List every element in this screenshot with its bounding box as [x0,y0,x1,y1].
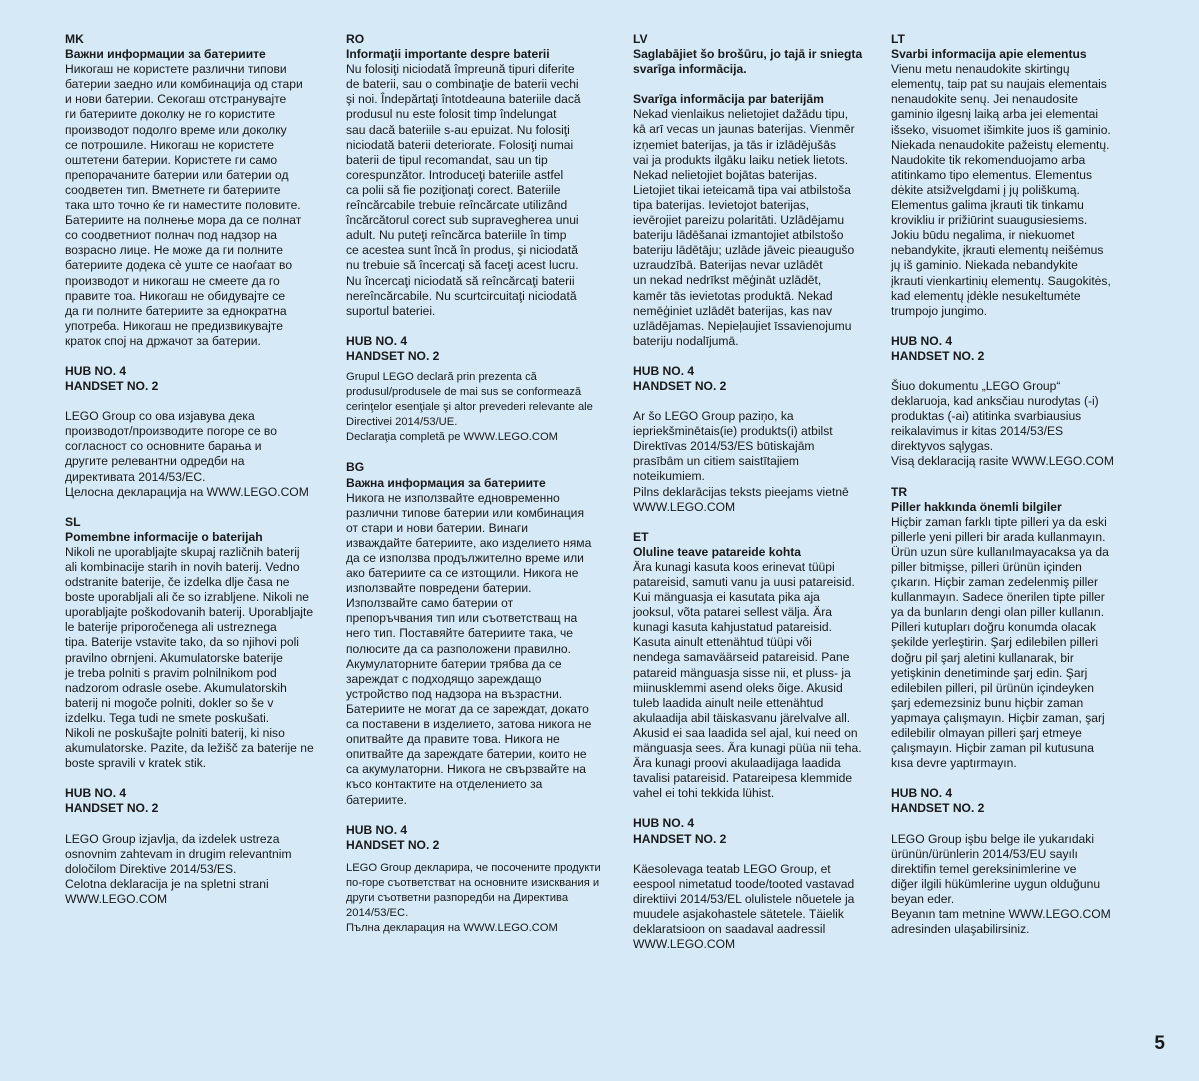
battery-heading-lv: Svarīga informācija par baterijām [633,92,824,107]
section-lv [633,32,883,349]
hub-label-lt: HUB NO. 4 [891,333,953,348]
column-4 [891,32,1141,952]
battery-text-et: Ära kunagi kasuta koos erinevat tüüpi patareisid, samuti vanu ja uusi patareisid. Kui mänguasja ei kasutata pika aja jooksul, võta patarei sellest välja. Ära kunagi kasuta kahjustatud patareisid. Kasuta ainult ettenähtud tüüpi või nendega samaväärseid patareisid. Pane patareid mänguasja sisse nii, et pluss- ja miinusklemmi asend oleks õige. Akusid tuleb laadida ainult neile ettenähtud akulaadija abil täiskasvanu järelvalve all. Akusid ei saa laadida sel ajal, kui need on mänguasja sees. Ära kunagi püüa nii teha. Ära kunagi proovi akulaadijaga laadida tavalisi patareisid. Patareipesa klemmide vahel ei tohi tekkida lühist. [633,559,862,801]
handset-label-et: HANDSET NO. 2 [633,831,727,846]
section-et [633,530,883,802]
section-lt [891,32,1141,319]
battery-text-ro: Nu folosiţi niciodată împreună tipuri diferite de baterii, sau o combinaţie de baterii vechi şi noi. Îndepărtaţi întotdeauna bateriile dacă produsul nu este folosit timp îndelungat sau dacă bateriile s-au epuizat. Nu folosiţi niciodată baterii deteriorate. Folosiţi numai baterii de tipul recomandat, sau un tip corespunzător. Introduceţi bateriile astfel ca polii să fie poziţionaţi corect. Bateriile reîncărcabile trebuie reîncărcate utilizând încărcătorul corect sub supravegherea unui adult. Nu puteţi reîncărca bateriile în timp ce acestea sunt încă în produs, şi niciodată nu trebuie să încercaţi să faceţi acest lucru. Nu încercaţi niciodată să reîncărcaţi baterii nereîncărcabile. Nu scurtcircuitaţi niciodată suportul bateriei. [346,62,581,318]
declaration-ro [346,334,611,446]
declaration-text-mk: LEGO Group со ова изјавува дека производот/производите погоре се во согласност со основните барања и другите релевантни одредби на директивата 2014/53/EC. Целосна декларација на WWW.LEGO.COM [65,409,309,499]
battery-heading-ro: Informaţii importante despre baterii [346,47,550,62]
declaration-tr [891,786,1141,937]
battery-heading-tr: Piller hakkında önemli bilgiler [891,499,1062,514]
declaration-text-lv: Ar šo LEGO Group paziņo, ka iepriekšminētais(ie) produkts(i) atbilst Direktīvas 2014/53/ES būtiskajām prasībām un citiem saistītajiem noteikumiem. Pilns deklarācijas teksts pieejams vietnē WWW.LEGO.COM [633,409,849,514]
column-1 [65,32,330,922]
language-code-bg: BG [346,460,365,475]
battery-heading-mk: Важни информации за батериите [65,47,266,62]
hub-label-mk: HUB NO. 4 [65,363,127,378]
declaration-et [633,816,883,952]
declaration-text-et: Käesolevaga teatab LEGO Group, et eespool nimetatud toode/tooted vastavad direktiivi 2014/53/EL olulistele nõuetele ja muudele asjakohastele sätetele. Täielik deklaratsioon on saadaval aadressil WWW.LEGO.COM [633,861,855,952]
handset-label-sl: HANDSET NO. 2 [65,801,159,816]
battery-text-lv: Nekad vienlaikus nelietojiet dažādu tipu, kā arī vecas un jaunas baterijas. Vienmēr izņemiet baterijas, ja tās ir izlādējušās vai ja produkts ilgāku laiku netiek lietots. Nekad nelietojiet bojātas baterijas. Lietojiet tikai ieteicamā tipa vai atbilstoša tipa baterijas. Ievietojot baterijas, ievērojiet pareizu polaritāti. Uzlādējamu bateriju lādēšanai izmantojiet atbilstošo bateriju lādētāju; uzlāde jāveic pieaugušo uzraudzībā. Baterijas nevar uzlādēt un nekad nedrīkst mēģināt uzlādēt, kamēr tās ievietotas produktā. Nekad nemēģiniet uzlādēt baterijas, kas nav uzlādējamas. Nepieļaujiet īssavienojumu bateriju nodalījumā. [633,107,855,348]
intro-text-lv: Saglabājiet šo brošūru, jo tajā ir sniegta svarīga informācija. [633,47,863,77]
language-code-et: ET [633,529,649,544]
battery-text-lt: Vienu metu nenaudokite skirtingų elementų, taip pat su naujais elementais nenaudokite senų. Jei nenaudosite gaminio ilgesnį laiką arba jei elementai išseko, visuomet išimkite juos iš gaminio. Niekada nenaudokite pažeistų elementų. Naudokite tik rekomenduojamo arba atitinkamo tipo elementus. Elementus dėkite atsižvelgdami į jų poliškumą. Elementus galima įkrauti tik tinkamu krovikliu ir prižiūrint suaugusiesiems. Jokiu būdu negalima, ir niekuomet nebandykite, įkrauti elementų neišėmus jų iš gaminio. Niekada nebandykite įkrauti vienkartinių elementų. Saugokitės, kad elementų įdėkle nesukeltumėte trumpojo jungimo. [891,62,1111,318]
handset-label-lv: HANDSET NO. 2 [633,378,727,393]
hub-label-bg: HUB NO. 4 [346,822,408,837]
declaration-mk [65,364,330,500]
declaration-lv [633,364,883,515]
battery-text-bg: Никога не използвайте едновременно различни типове батерии или комбинация от стари и нови батерии. Винаги изваждайте батериите, ако изделието няма да се използва продължително време или ако батериите са се изтощили. Никога не използвайте повредени батерии. Използвайте само батерии от препоръчвания тип или съответстващ на него тип. Поставяйте батериите така, че полюсите да са разположени правилно. Акумулаторните батерии трябва да се зареждат с подходящо зареждащо устройство под надзора на възрастни. Батериите не могат да се зареждат, докато са поставени в изделието, затова никога не опитвайте да правите това. Никога не опитвайте да зареждате батерии, които не са акумулаторни. Никога не свързвайте на късо контактите на отделението за батериите. [346,490,592,807]
hub-label-tr: HUB NO. 4 [891,786,953,801]
battery-heading-et: Oluline teave patareide kohta [633,544,802,559]
handset-label-ro: HANDSET NO. 2 [346,348,440,363]
declaration-text-sl: LEGO Group izjavlja, da izdelek ustreza osnovnim zahtevam in drugim relevantnim določilom Direktive 2014/53/ES. Celotna deklaracija je na spletni strani WWW.LEGO.COM [65,831,292,906]
page-number: 5 [1154,1033,1165,1054]
language-code-sl: SL [65,514,81,529]
language-code-tr: TR [891,484,908,499]
declaration-text-lt: Šiuo dokumentu „LEGO Group“ deklaruoja, kad anksčiau nurodytas (-i) produktas (-ai) atitinka svarbiausius reikalavimus ir kitas 2014/53/ES direktyvos sąlygas. Visą deklaraciją rasite WWW.LEGO.COM [891,378,1114,469]
declaration-bg [346,823,611,937]
hub-label-ro: HUB NO. 4 [346,333,408,348]
column-3 [633,32,883,967]
language-code-lv: LV [633,32,648,46]
battery-heading-bg: Важна информация за батериите [346,475,546,490]
battery-text-tr: Hiçbir zaman farklı tipte pilleri ya da eski pillerle yeni pilleri bir arada kullanmayın. Ürün uzun süre kullanılmayacaksa ya da piller bitmişse, pilleri ürünün içinden çıkarın. Hiçbir zaman zedelenmiş piller kullanmayın. Sadece önerilen tipte piller ya da bunların dengi olan piller kullanın. Pilleri kutupları doğru konumda olacak şekilde yerleştirin. Şarj edilebilen pilleri doğru pil şarj aletini kullanarak, bir yetişkinin denetiminde şarj edin. Şarj edilebilen pilleri, pil ürünün içindeyken şarj edemezsiniz bunu hiçbir zaman yapmaya çalışmayın. Hiçbir zaman, şarj edilebilir olmayan pilleri şarj etmeye çalışmayın. Hiçbir zaman pil kutusuna kısa devre yaptırmayın. [891,514,1109,771]
battery-heading-sl: Pomembne informacije o baterijah [65,529,263,544]
section-tr [891,485,1141,772]
handset-label-bg: HANDSET NO. 2 [346,837,440,852]
declaration-sl [65,786,330,907]
declaration-lt [891,334,1141,470]
section-ro [346,32,611,319]
handset-label-mk: HANDSET NO. 2 [65,379,159,394]
section-sl [65,515,330,772]
language-code-mk: MK [65,32,84,46]
language-code-lt: LT [891,32,905,46]
handset-label-lt: HANDSET NO. 2 [891,348,985,363]
language-code-ro: RO [346,32,365,46]
declaration-text-tr: LEGO Group işbu belge ile yukarıdaki ürünün/ürünlerin 2014/53/EU sayılı direktifin temel gereksinimlerine ve diğer ilgili hükümlerine uygun olduğunu beyan eder. Beyanın tam metnine WWW.LEGO.COM adresinden ulaşabilirsiniz. [891,831,1111,937]
declaration-text-ro: Grupul LEGO declară prin prezenta că produsul/produsele de mai sus se conformează cerinţelor esenţiale şi altor prevederi relevante ale Directivei 2014/53/UE. Declaraţia completă pe WWW.LEGO.COM [346,370,593,444]
hub-label-lv: HUB NO. 4 [633,363,695,378]
column-2 [346,32,611,951]
battery-heading-lt: Svarbi informacija apie elementus [891,47,1087,62]
hub-label-sl: HUB NO. 4 [65,786,127,801]
hub-label-et: HUB NO. 4 [633,816,695,831]
battery-text-mk: Никогаш не користете различни типови батерии заедно или комбинација од стари и нови батерии. Секогаш отстранувајте ги батериите доколку не го користите производот подолго време или доколку се потрошиле. Никогаш не користете оштетени батерии. Користете ги само препорачаните батерии или батерии од соодветен тип. Вметнете ги батериите така што точно ќе ги наместите половите. Батериите на полнење мора да се полнат со соодветниот полнач под надзор на возрасно лице. Не може да ги полните батериите додека сè уште се наоѓаат во производот и никогаш не смеете да го правите тоа. Никогаш не обидувајте се да ги полните батериите за еднократна употреба. Никогаш не предизвикувајте краток спој на држачот за батерии. [65,62,303,348]
section-mk [65,32,330,349]
declaration-text-bg: LEGO Group декларира, че посочените продукти по-горе съответстват на основните изисквания и други съответни разпоредби на Директива 2014/53/EC. Пълна декларация на WWW.LEGO.COM [346,861,601,935]
handset-label-tr: HANDSET NO. 2 [891,801,985,816]
section-bg [346,460,611,807]
battery-text-sl: Nikoli ne uporabljajte skupaj različnih baterij ali kombinacije starih in novih baterij. Vedno odstranite baterije, če izdelka dlje časa ne boste uporabljali ali če so izrabljene. Nikoli ne uporabljajte poškodovanih baterij. Uporabljajte le baterije priporočenega ali ustreznega tipa. Baterije vstavite tako, da so njihovi poli pravilno obrnjeni. Akumulatorske baterije je treba polniti s pravim polnilnikom pod nadzorom odrasle osebe. Akumulatorskih baterij ni mogoče polniti, dokler so še v izdelku. Tega tudi ne smete poskušati. Nikoli ne poskušajte polniti baterij, ki niso akumulatorske. Pazite, da ležišč za baterije ne boste spravili v kratek stik. [65,544,314,771]
